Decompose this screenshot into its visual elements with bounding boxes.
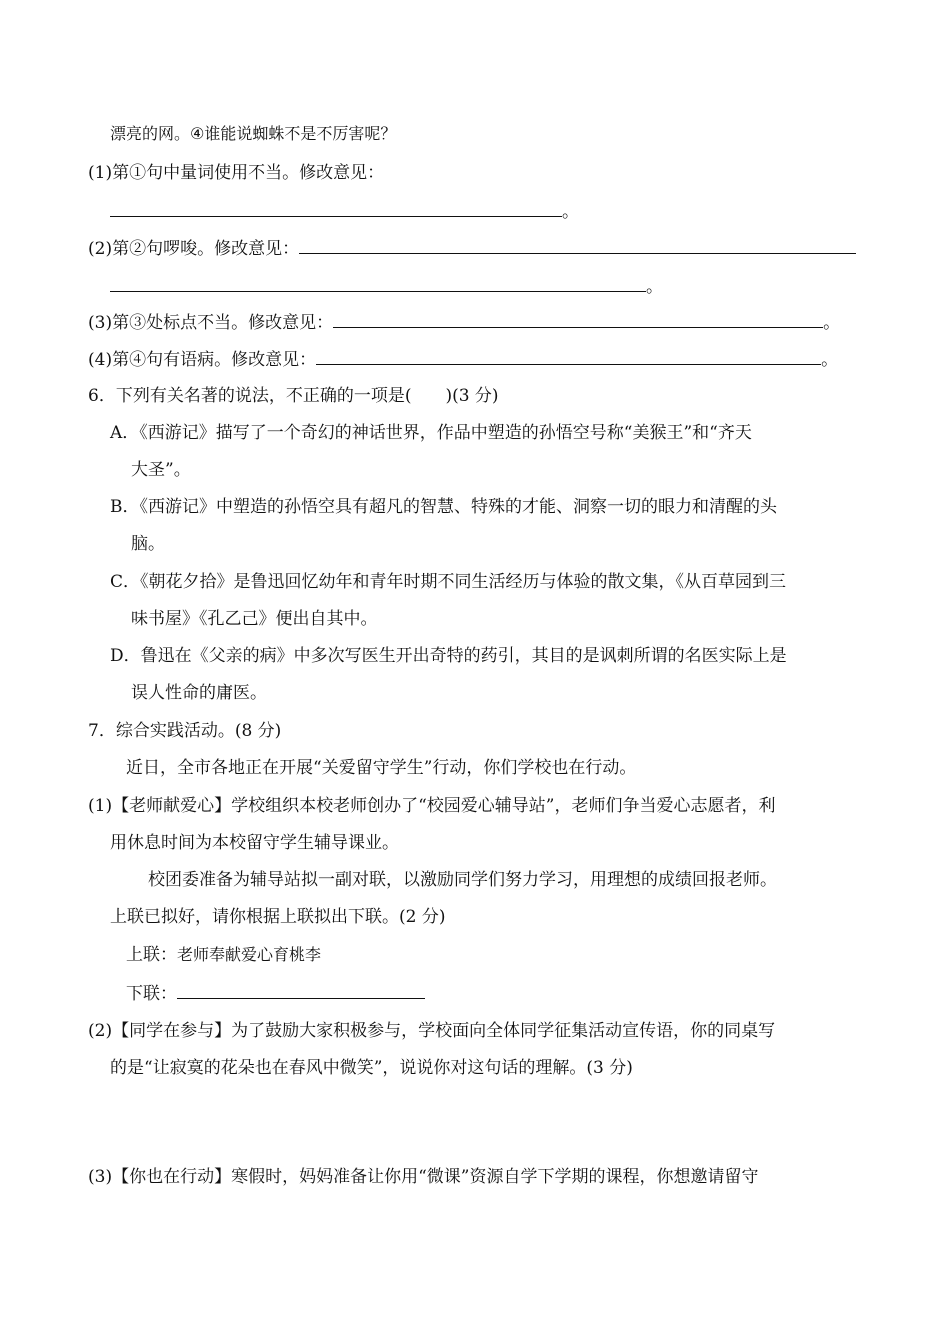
- q7-intro: 近日，全市各地正在开展“关爱留守学生”行动，你们学校也在行动。: [126, 758, 637, 778]
- q6-option-d: D．鲁迅在《父亲的病》中多次写医生开出奇特的药引，其目的是讽刺所谓的名医实际上是: [110, 646, 787, 666]
- q5-sub3-answer-blank[interactable]: [333, 311, 823, 328]
- q7-stem: 7．综合实践活动。(8 分): [88, 721, 282, 741]
- q6-option-a-cont: 大圣”。: [131, 460, 191, 480]
- q5-sub2-answer-row: [110, 275, 663, 298]
- q6-option-b: B．《西游记》中塑造的孙悟空具有超凡的智慧、特殊的才能、洞察一切的眼力和清醒的头: [110, 497, 777, 517]
- q5-sub1-answer-row: [110, 200, 579, 223]
- q5-sub2-row: [88, 237, 856, 260]
- q5-sub4-row: [88, 348, 838, 371]
- q5-sub4-label: (4)第④句有语病。修改意见：: [88, 350, 317, 370]
- q6-option-c-cont: 味书屋》《孔乙己》便出自其中。: [131, 609, 378, 629]
- couplet-lower-answer-blank[interactable]: [177, 982, 425, 999]
- couplet-upper-text: 老师奉献爱心育桃李: [177, 945, 322, 964]
- q5-sub4-end-mark: 。: [821, 350, 839, 370]
- q7-sub1-line1: (1)【老师献爱心】学校组织本校老师创办了“校园爱心辅导站”，老师们争当爱心志愿者，利: [88, 796, 776, 816]
- q6-option-a: A．《西游记》描写了一个奇幻的神话世界，作品中塑造的孙悟空号称“美猴王”和“齐天: [110, 423, 752, 443]
- q5-sub1-label: (1)第①句中量词使用不当。修改意见：: [88, 163, 385, 183]
- couplet-upper-label: 上联：: [126, 945, 177, 965]
- q7-sub1-line2: 用休息时间为本校留守学生辅导课业。: [110, 833, 399, 853]
- q6-option-d-cont: 误人性命的庸医。: [131, 683, 267, 703]
- q5-sub3-row: [88, 311, 840, 334]
- q6-option-b-cont: 脑。: [131, 534, 165, 554]
- q5-sub2-answer-blank-1[interactable]: [299, 237, 856, 254]
- q7-sub2-line2: 的是“让寂寞的花朵也在春风中微笑”，说说你对这句话的理解。(3 分): [110, 1058, 633, 1078]
- couplet-lower-row: [126, 982, 425, 1005]
- q5-sub2-end-mark: 。: [646, 277, 663, 297]
- q5-sub1-answer-blank[interactable]: [110, 200, 562, 217]
- q5-sub4-answer-blank[interactable]: [316, 348, 821, 365]
- q5-sub1-end-mark: 。: [562, 202, 579, 222]
- couplet-upper-row: [126, 944, 321, 966]
- q7-sub1-line4: 上联已拟好，请你根据上联拟出下联。(2 分): [110, 907, 446, 927]
- q5-sub2-label: (2)第②句啰唆。修改意见：: [88, 239, 300, 259]
- couplet-lower-label: 下联：: [126, 984, 177, 1004]
- q7-sub1-line3: 校团委准备为辅导站拟一副对联，以激励同学们努力学习，用理想的成绩回报老师。: [148, 870, 777, 890]
- q6-option-c: C．《朝花夕拾》是鲁迅回忆幼年和青年时期不同生活经历与体验的散文集，《从百草园到三: [110, 572, 787, 592]
- q5-sub3-label: (3)第③处标点不当。修改意见：: [88, 313, 334, 333]
- q7-sub3-line1: (3)【你也在行动】寒假时，妈妈准备让你用“微课”资源自学下学期的课程，你想邀请留守: [88, 1167, 759, 1187]
- continued-sentence: 漂亮的网。④谁能说蜘蛛不是不厉害呢？: [110, 124, 397, 143]
- q7-sub2-line1: (2)【同学在参与】为了鼓励大家积极参与，学校面向全体同学征集活动宣传语，你的同桌写: [88, 1021, 776, 1041]
- q5-sub3-end-mark: 。: [823, 313, 841, 333]
- q6-stem: 6．下列有关名著的说法，不正确的一项是( )(3 分): [88, 386, 499, 406]
- q5-sub2-answer-blank-2[interactable]: [110, 275, 646, 292]
